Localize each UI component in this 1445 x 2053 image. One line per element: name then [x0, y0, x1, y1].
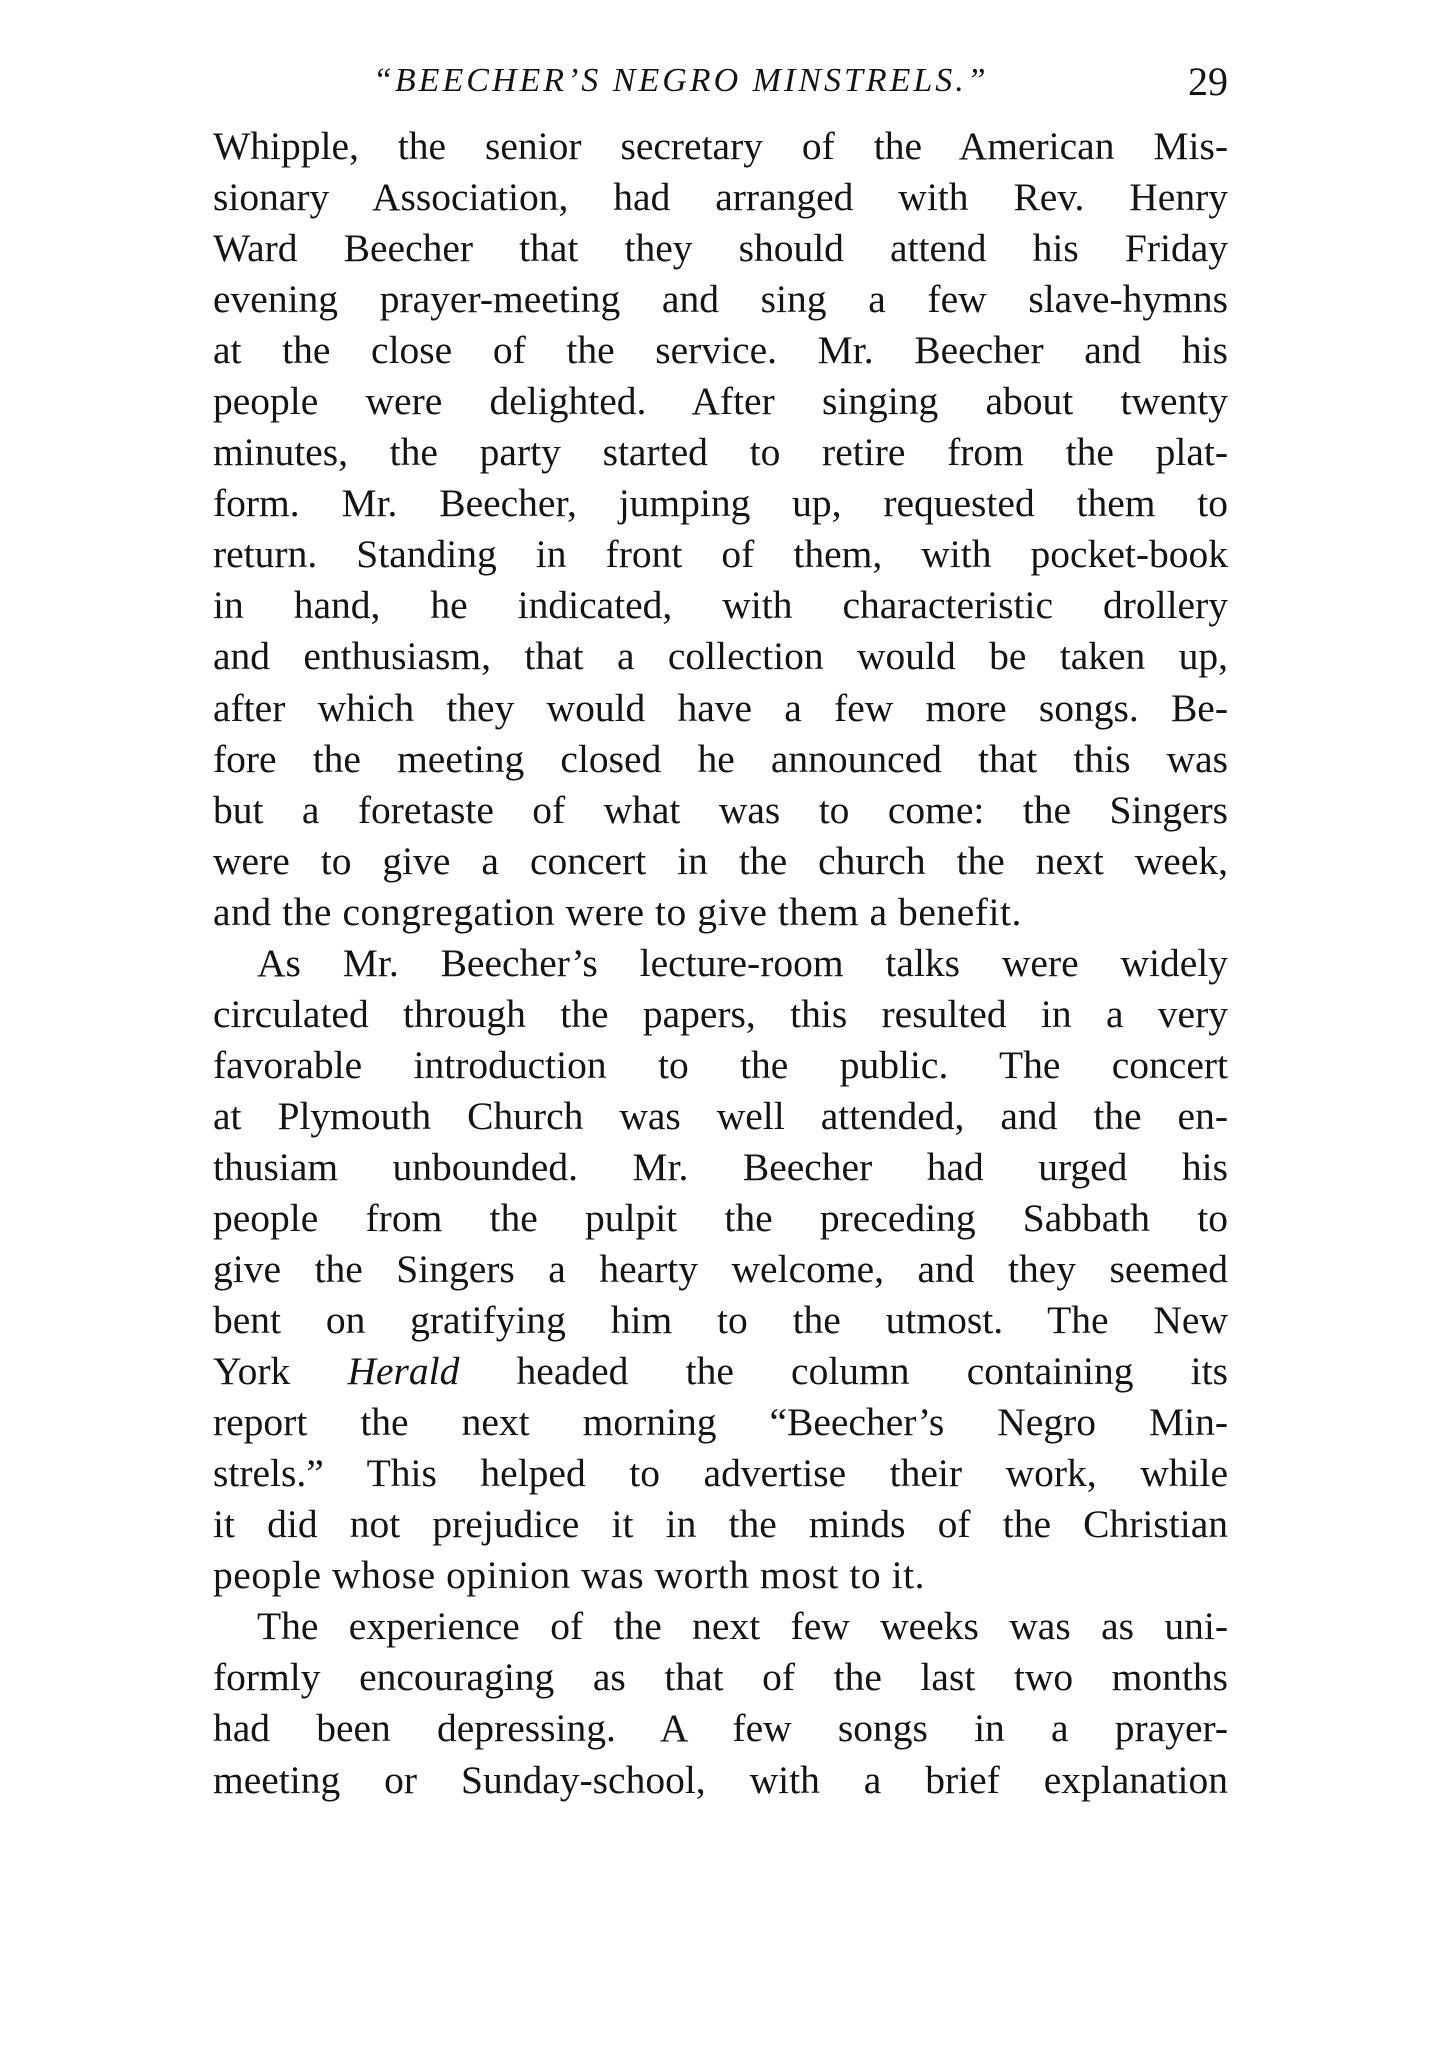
paragraph-3 — [213, 1601, 1228, 1805]
text-line: it did not prejudice it in the minds of the Christian — [213, 1502, 1228, 1547]
text-line-with-italic — [213, 1346, 1228, 1397]
text-line: report the next morning “Beecher’s Negro Min- — [213, 1400, 1228, 1445]
paragraph-1 — [213, 121, 1228, 938]
text-line: Whipple, the senior secretary of the American Mis- — [213, 124, 1228, 168]
text-line: meeting or Sunday-school, with a brief explanation — [213, 1757, 1228, 1802]
text-line: The experience of the next few weeks was as uni- — [257, 1604, 1228, 1649]
body-text — [213, 121, 1228, 1806]
text-fragment: headed the column containing its — [516, 1349, 1228, 1394]
text-line: As Mr. Beecher’s lecture-room talks were widely — [257, 940, 1228, 985]
text-line: at Plymouth Church was well attended, and the en- — [213, 1093, 1228, 1138]
text-line: but a foretaste of what was to come: the Singers — [213, 787, 1228, 832]
text-line: minutes, the party started to retire from the plat- — [213, 430, 1228, 475]
text-line: people were delighted. After singing about twenty — [213, 379, 1228, 424]
text-line: sionary Association, had arranged with Rev. Henry — [213, 175, 1228, 220]
text-line: bent on gratifying him to the utmost. The New — [213, 1298, 1228, 1343]
running-title: “BEECHER’S NEGRO MINSTRELS.” — [373, 62, 989, 99]
text-line: at the close of the service. Mr. Beecher and his — [213, 328, 1228, 373]
text-line: and enthusiasm, that a collection would be taken up, — [213, 634, 1228, 679]
text-line: evening prayer-meeting and sing a few slave-hymns — [213, 277, 1228, 322]
text-line: formly encouraging as that of the last two months — [213, 1655, 1228, 1700]
page-number: 29 — [1188, 59, 1228, 104]
text-line: had been depressing. A few songs in a prayer- — [213, 1706, 1228, 1751]
text-line: and the congregation were to give them a benefit. — [213, 889, 1022, 934]
text-line: Ward Beecher that they should attend his Friday — [213, 226, 1228, 271]
text-line: circulated through the papers, this resulted in a very — [213, 991, 1228, 1036]
text-line: thusiam unbounded. Mr. Beecher had urged his — [213, 1144, 1228, 1189]
text-line: give the Singers a hearty welcome, and they seemed — [213, 1247, 1228, 1292]
text-fragment: York — [213, 1349, 291, 1394]
text-line: people whose opinion was worth most to it. — [213, 1553, 926, 1598]
text-line: return. Standing in front of them, with pocket-book — [213, 532, 1228, 577]
text-line: strels.” This helped to advertise their work, while — [213, 1451, 1228, 1496]
italic-newspaper-name: Herald — [347, 1349, 460, 1394]
text-line: favorable introduction to the public. The concert — [213, 1042, 1228, 1087]
running-head — [213, 56, 1228, 116]
text-line: were to give a concert in the church the next week, — [213, 838, 1228, 883]
text-line: after which they would have a few more songs. Be- — [213, 685, 1228, 730]
paragraph-2 — [213, 938, 1228, 1602]
text-line: form. Mr. Beecher, jumping up, requested them to — [213, 481, 1228, 526]
text-line: fore the meeting closed he announced that this was — [213, 736, 1228, 781]
text-line: people from the pulpit the preceding Sabbath to — [213, 1195, 1228, 1240]
text-line: in hand, he indicated, with characteristic drollery — [213, 583, 1228, 628]
